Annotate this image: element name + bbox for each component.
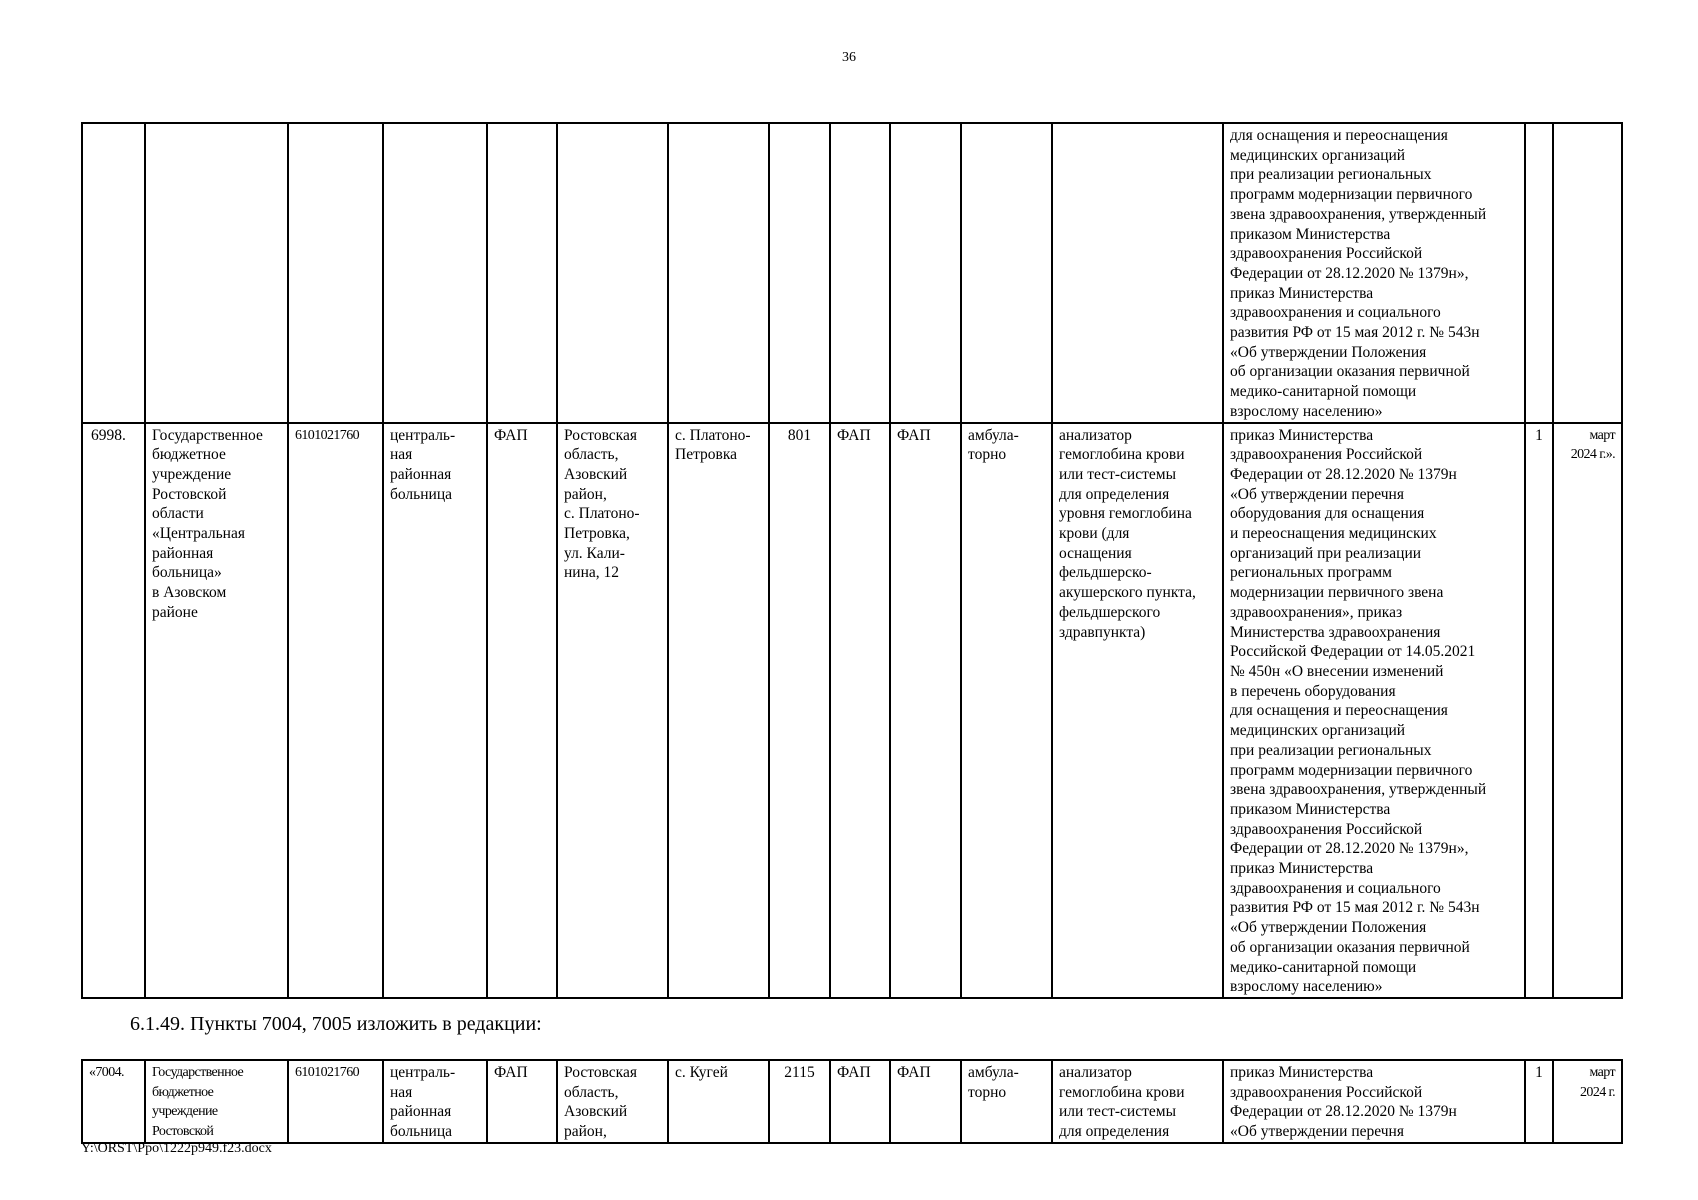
- address: Ростовская область, Азовский район,: [557, 1060, 668, 1143]
- deadline: март 2024 г.».: [1553, 423, 1622, 998]
- cell-address: [557, 123, 668, 423]
- quantity: 1: [1525, 423, 1553, 998]
- cell-unit-type: [487, 123, 557, 423]
- row-number: 6998.: [82, 423, 145, 998]
- unit-type-3: ФАП: [890, 423, 961, 998]
- unit-type-2: ФАП: [830, 423, 890, 998]
- cell-institution: [145, 123, 288, 423]
- cell-quantity: [1525, 123, 1553, 423]
- footer-file-path: Y:\ORST\Ppo\1222p949.f23.docx: [81, 1141, 272, 1156]
- population: 801: [769, 423, 830, 998]
- cell-population: [769, 123, 830, 423]
- care-form: амбула- торно: [961, 1060, 1052, 1143]
- table-row-7004: [82, 1060, 1622, 1143]
- row-number: «7004.: [82, 1060, 145, 1143]
- settlement: с. Платоно- Петровка: [668, 423, 769, 998]
- institution-type: централь- ная районная больница: [383, 1060, 487, 1143]
- cell-unit-type-3: [890, 123, 961, 423]
- institution-type: централь- ная районная больница: [383, 423, 487, 998]
- equipment-table-2: [81, 1059, 1623, 1144]
- legal-basis: приказ Министерства здравоохранения Российской Федерации от 28.12.2020 № 1379н «Об утверждении перечня оборудования для оснащения и переоснащения медицинских организаций при реализации региональных программ модернизации первичного звена здравоохранения», приказ Министерства здравоохранения Российской Федерации от 14.05.2021 № 450н «О внесении изменений в перечень оборудования для оснащения и переоснащения медицинских организаций при реализации региональных программ модернизации первичного звена здравоохранения, утвержденный приказом Министерства здравоохранения Российской Федерации от 28.12.2020 № 1379н», приказ Министерства здравоохранения и социального развития РФ от 15 мая 2012 г. № 543н «Об утверждении Положения об организации оказания первичной медико-санитарной помощи взрослому населению»: [1223, 423, 1525, 998]
- cell-unit-type-2: [830, 123, 890, 423]
- cell-deadline: [1553, 123, 1622, 423]
- unit-type-2: ФАП: [830, 1060, 890, 1143]
- cell-equipment: [1052, 123, 1223, 423]
- quantity: 1: [1525, 1060, 1553, 1143]
- settlement: с. Кугей: [668, 1060, 769, 1143]
- cell-legal-basis: для оснащения и переоснащения медицинских организаций при реализации региональных программ модернизации первичного звена здравоохранения, утвержденный приказом Министерства здравоохранения Российской Федерации от 28.12.2020 № 1379н», приказ Министерства здравоохранения и социального развития РФ от 15 мая 2012 г. № 543н «Об утверждении Положения об организации оказания первичной медико-санитарной помощи взрослому населению»: [1223, 123, 1525, 423]
- unit-type-3: ФАП: [890, 1060, 961, 1143]
- institution-name: Государственное бюджетное учреждение Ростовской: [145, 1060, 288, 1143]
- unit-type: ФАП: [487, 1060, 557, 1143]
- cell-institution-type: [383, 123, 487, 423]
- unit-type: ФАП: [487, 423, 557, 998]
- address: Ростовская область, Азовский район, с. Платоно- Петровка, ул. Кали- нина, 12: [557, 423, 668, 998]
- cell-care-form: [961, 123, 1052, 423]
- legal-basis: приказ Министерства здравоохранения Российской Федерации от 28.12.2020 № 1379н «Об утверждении перечня: [1223, 1060, 1525, 1143]
- cell-number: [82, 123, 145, 423]
- equipment: анализатор гемоглобина крови или тест-системы для определения: [1052, 1060, 1223, 1143]
- cell-settlement: [668, 123, 769, 423]
- deadline: март 2024 г.: [1553, 1060, 1622, 1143]
- table-row-6998: [82, 423, 1622, 998]
- section-heading: 6.1.49. Пункты 7004, 7005 изложить в редакции:: [130, 1013, 542, 1035]
- population: 2115: [769, 1060, 830, 1143]
- institution-name: Государственное бюджетное учреждение Ростовской области «Центральная районная больница» в Азовском районе: [145, 423, 288, 998]
- institution-inn: 6101021760: [288, 1060, 383, 1143]
- institution-inn: 6101021760: [288, 423, 383, 998]
- table-row-continuation: [82, 123, 1622, 423]
- care-form: амбула- торно: [961, 423, 1052, 998]
- equipment-table: [81, 122, 1623, 999]
- equipment: анализатор гемоглобина крови или тест-системы для определения уровня гемоглобина крови (для оснащения фельдшерско- акушерского пункта, фельдшерского здравпункта): [1052, 423, 1223, 998]
- cell-inn: [288, 123, 383, 423]
- page-number: 36: [842, 50, 856, 65]
